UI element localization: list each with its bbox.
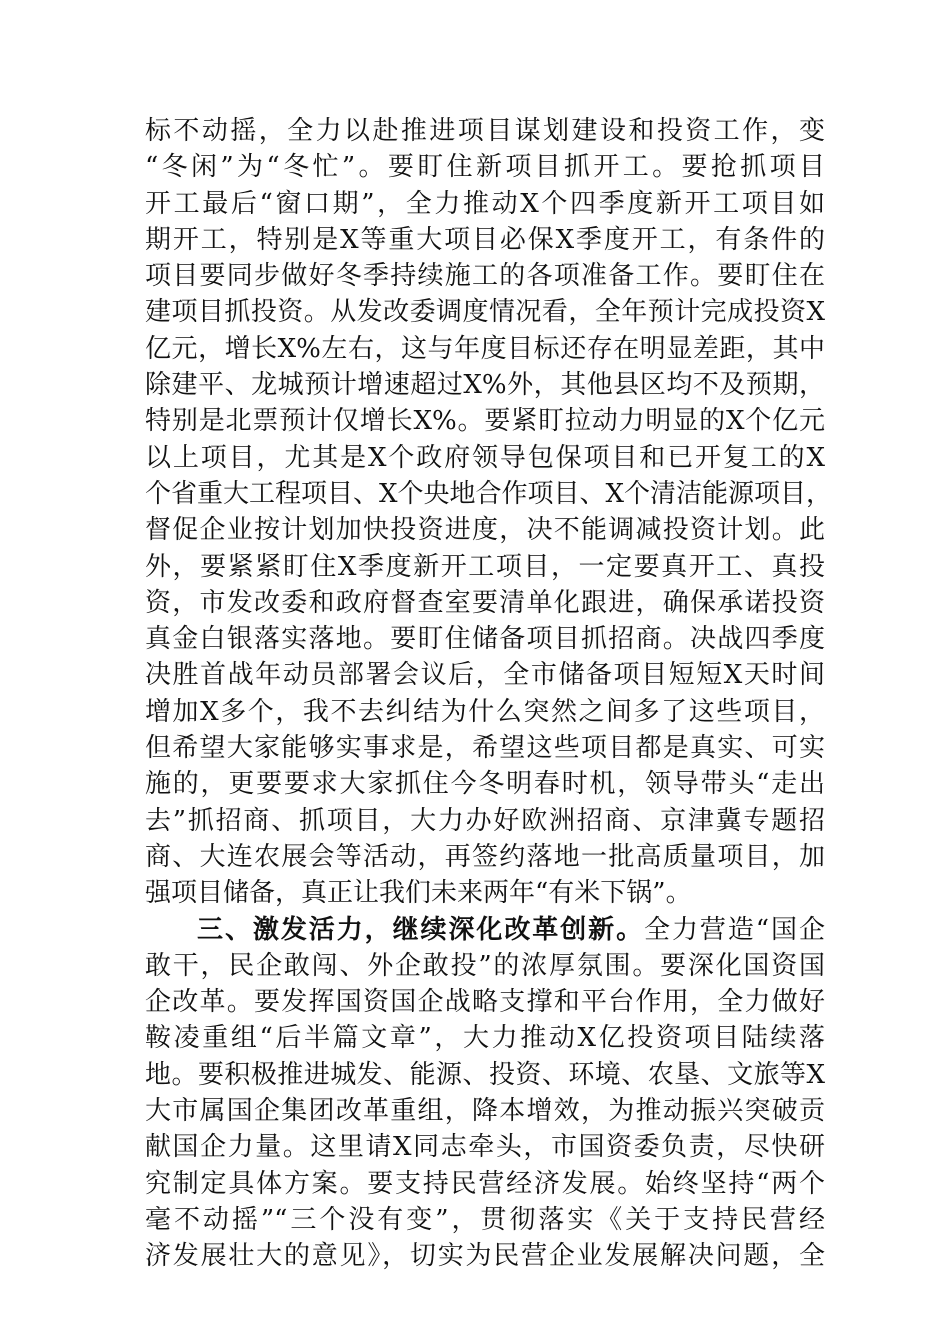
text-line: 除建平、龙城预计增速超过X%外，其他县区均不及预期， (145, 370, 825, 401)
section-heading-line (145, 912, 825, 948)
text-line: 究制定具体方案。要支持民营经济发展。始终坚持“两个 (145, 1168, 825, 1199)
text-line: 标不动摇，全力以赴推进项目谋划建设和投资工作，变 (145, 116, 825, 146)
text-line: 地。要积极推进城发、能源、投资、环境、农垦、文旅等X (145, 1059, 825, 1090)
text-line: 献国企力量。这里请X同志牵头，市国资委负责，尽快研 (145, 1132, 825, 1163)
text-line: 大市属国企集团改革重组，降本增效，为推动振兴突破贡 (145, 1096, 825, 1127)
text-line: 增加X多个，我不去纠结为什么突然之间多了这些项目， (145, 696, 825, 727)
text-line: “冬闲”为“冬忙”。要盯住新项目抓开工。要抢抓项目 (145, 152, 825, 183)
paragraph-reform-innovation (145, 912, 825, 1275)
text-line: 施的，更要要求大家抓住今冬明春时机，领导带头“走出 (145, 769, 825, 800)
text-line: 以上项目，尤其是X个政府领导包保项目和已开复工的X (145, 442, 825, 473)
body-text (145, 113, 833, 1275)
text-line: 真金白银落实落地。要盯住储备项目抓招商。决战四季度 (145, 624, 825, 655)
text-line: 决胜首战年动员部署会议后，全市储备项目短短X天时间 (145, 660, 825, 691)
text-line: 去”抓招商、抓项目，大力办好欧洲招商、京津冀专题招 (145, 805, 825, 836)
text-line: 个省重大工程项目、X个央地合作项目、X个清洁能源项目， (145, 478, 833, 509)
text-line: 鞍凌重组“后半篇文章”，大力推动X亿投资项目陆续落 (145, 1023, 825, 1054)
text-line: 督促企业按计划加快投资进度，决不能调减投资计划。此 (145, 515, 825, 546)
text-line: 资，市发改委和政府督查室要清单化跟进，确保承诺投资 (145, 587, 825, 618)
section-heading: 三、激发活力，继续深化改革创新。 (197, 914, 645, 945)
text-line: 济发展壮大的意见》，切实为民营企业发展解决问题，全 (145, 1241, 825, 1272)
text-line: 毫不动摇”“三个没有变”，贯彻落实《关于支持民营经 (145, 1204, 825, 1235)
text-line: 敢干，民企敢闯、外企敢投”的浓厚氛围。要深化国资国 (145, 950, 825, 981)
paragraph-project-investment (145, 113, 833, 912)
text-line: 商、大连农展会等活动，再签约落地一批高质量项目，加 (145, 841, 825, 872)
text-line: 期开工，特别是X等重大项目必保X季度开工，有条件的 (145, 224, 825, 255)
text-line: 特别是北票预计仅增长X%。要紧盯拉动力明显的X个亿元 (145, 406, 825, 437)
text-line: 项目要同步做好冬季持续施工的各项准备工作。要盯住在 (145, 261, 825, 292)
section-heading-continuation: 全力营造“国企 (644, 914, 825, 945)
text-line: 企改革。要发挥国资国企战略支撑和平台作用，全力做好 (145, 987, 825, 1018)
text-line: 强项目储备，真正让我们未来两年“有米下锅”。 (145, 878, 692, 909)
text-line: 建项目抓投资。从发改委调度情况看，全年预计完成投资X (145, 297, 825, 328)
text-line: 亿元，增长X%左右，这与年度目标还存在明显差距，其中 (145, 333, 825, 364)
text-line: 但希望大家能够实事求是，希望这些项目都是真实、可实 (145, 733, 825, 764)
text-line: 外，要紧紧盯住X季度新开工项目，一定要真开工、真投 (145, 551, 825, 582)
text-line: 开工最后“窗口期”，全力推动X个四季度新开工项目如 (145, 188, 825, 219)
